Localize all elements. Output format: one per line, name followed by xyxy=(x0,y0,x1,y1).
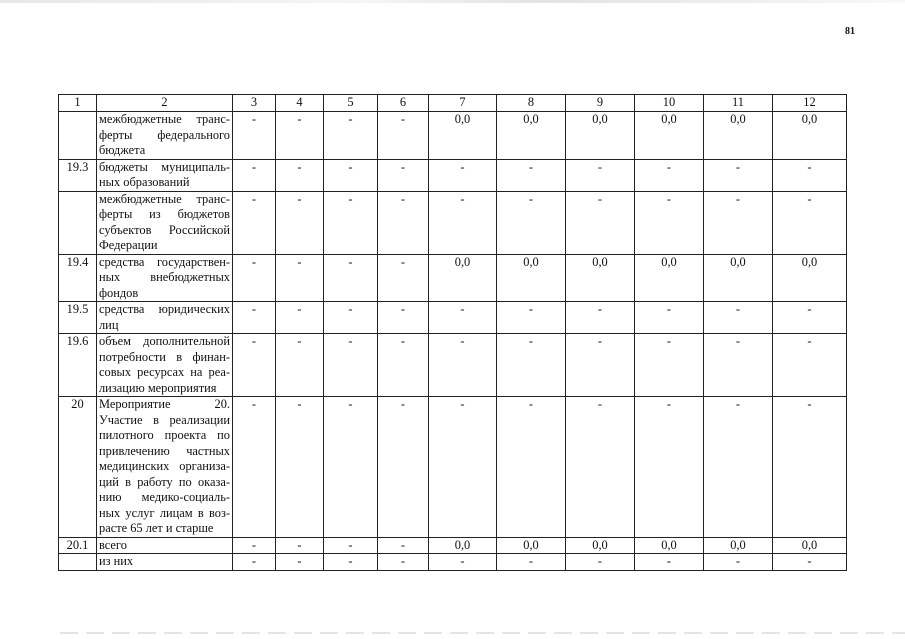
table-cell: - xyxy=(704,159,773,191)
table-cell: 0,0 xyxy=(635,112,704,160)
table-row xyxy=(59,191,847,254)
table-cell: - xyxy=(566,159,635,191)
table-cell: - xyxy=(704,397,773,538)
scan-edge-top xyxy=(0,0,905,3)
row-number: 19.6 xyxy=(59,334,97,397)
table-cell: - xyxy=(324,191,378,254)
row-number xyxy=(59,191,97,254)
table-cell: - xyxy=(378,334,429,397)
table-cell: - xyxy=(276,334,324,397)
row-description: бюджеты муниципаль-ных образований xyxy=(97,159,233,191)
table-cell: - xyxy=(378,254,429,302)
table-cell: - xyxy=(324,334,378,397)
table-cell: - xyxy=(429,159,497,191)
column-header: 7 xyxy=(429,95,497,112)
row-number xyxy=(59,554,97,571)
row-description: всего xyxy=(97,537,233,554)
column-header: 12 xyxy=(773,95,847,112)
row-number: 19.3 xyxy=(59,159,97,191)
table-cell: - xyxy=(704,554,773,571)
column-header: 2 xyxy=(97,95,233,112)
table-cell: 0,0 xyxy=(566,537,635,554)
table-cell: - xyxy=(378,302,429,334)
table-cell: 0,0 xyxy=(566,254,635,302)
table-cell: 0,0 xyxy=(566,112,635,160)
row-number: 19.5 xyxy=(59,302,97,334)
row-description: Мероприятие 20. Участие в реализации пилотного проекта по привлечению частных медицинских организа-ций в работу по оказа-нию медико-социаль-ных услуг лицам в воз-расте 65 лет и старше xyxy=(97,397,233,538)
table-cell: - xyxy=(276,159,324,191)
table-cell: - xyxy=(635,191,704,254)
table-cell: - xyxy=(773,191,847,254)
table-cell: - xyxy=(704,302,773,334)
table-cell: - xyxy=(497,159,566,191)
table-cell: 0,0 xyxy=(497,112,566,160)
table-cell: - xyxy=(773,302,847,334)
table-cell: - xyxy=(233,254,276,302)
column-header: 11 xyxy=(704,95,773,112)
table-cell: - xyxy=(276,302,324,334)
table-cell: 0,0 xyxy=(429,112,497,160)
table-cell: - xyxy=(773,554,847,571)
table-cell: - xyxy=(276,191,324,254)
finance-table xyxy=(58,94,847,571)
table-cell: - xyxy=(773,159,847,191)
table-row xyxy=(59,159,847,191)
table-cell: - xyxy=(324,254,378,302)
table-cell: - xyxy=(566,334,635,397)
table-cell: - xyxy=(233,191,276,254)
table-cell: - xyxy=(566,397,635,538)
column-header: 8 xyxy=(497,95,566,112)
table-cell: - xyxy=(497,397,566,538)
table-cell: - xyxy=(635,397,704,538)
table-cell: 0,0 xyxy=(704,537,773,554)
table-cell: - xyxy=(773,334,847,397)
table-cell: - xyxy=(497,302,566,334)
page-number: 81 xyxy=(845,26,855,37)
table-cell: - xyxy=(566,302,635,334)
row-description: межбюджетные транс-ферты федерального бюджета xyxy=(97,112,233,160)
table-header-row xyxy=(59,95,847,112)
table-row xyxy=(59,302,847,334)
table-cell: 0,0 xyxy=(429,537,497,554)
table-cell: - xyxy=(429,302,497,334)
table-cell: - xyxy=(429,334,497,397)
column-header: 9 xyxy=(566,95,635,112)
table-cell: 0,0 xyxy=(773,537,847,554)
column-header: 3 xyxy=(233,95,276,112)
table-cell: 0,0 xyxy=(704,254,773,302)
table-cell: - xyxy=(276,254,324,302)
table-cell: - xyxy=(378,397,429,538)
row-description: средства государствен-ных внебюджетных фондов xyxy=(97,254,233,302)
table-cell: - xyxy=(566,554,635,571)
table-cell: - xyxy=(635,159,704,191)
table-cell: 0,0 xyxy=(635,254,704,302)
table-row xyxy=(59,254,847,302)
table-cell: - xyxy=(378,159,429,191)
table-cell: 0,0 xyxy=(635,537,704,554)
table-cell: - xyxy=(497,191,566,254)
table-cell: - xyxy=(233,554,276,571)
table-cell: - xyxy=(429,191,497,254)
table-cell: - xyxy=(324,112,378,160)
column-header: 10 xyxy=(635,95,704,112)
column-header: 5 xyxy=(324,95,378,112)
table-row xyxy=(59,537,847,554)
table-cell: - xyxy=(276,537,324,554)
row-description: межбюджетные транс-ферты из бюджетов субъектов Российской Федерации xyxy=(97,191,233,254)
table-cell: - xyxy=(566,191,635,254)
table-cell: - xyxy=(233,159,276,191)
table-cell: - xyxy=(635,302,704,334)
table-cell: - xyxy=(324,302,378,334)
table-cell: - xyxy=(233,537,276,554)
table-cell: - xyxy=(773,397,847,538)
table-cell: 0,0 xyxy=(429,254,497,302)
table-cell: - xyxy=(276,554,324,571)
table-cell: - xyxy=(233,112,276,160)
row-number: 19.4 xyxy=(59,254,97,302)
table-row xyxy=(59,554,847,571)
table-cell: - xyxy=(704,191,773,254)
row-description: объем дополнительной потребности в финан-совых ресурсах на реа-лизацию мероприятия xyxy=(97,334,233,397)
table-cell: - xyxy=(378,554,429,571)
table-cell: - xyxy=(324,159,378,191)
table-row xyxy=(59,397,847,538)
table-cell: - xyxy=(378,537,429,554)
table-cell: - xyxy=(233,302,276,334)
scan-edge-bottom xyxy=(60,632,905,634)
row-description: средства юридических лиц xyxy=(97,302,233,334)
table-row xyxy=(59,334,847,397)
table-cell: - xyxy=(704,334,773,397)
column-header: 6 xyxy=(378,95,429,112)
table-row xyxy=(59,112,847,160)
table-cell: - xyxy=(635,334,704,397)
column-header: 4 xyxy=(276,95,324,112)
table-cell: - xyxy=(378,191,429,254)
table-cell: - xyxy=(497,334,566,397)
table-cell: - xyxy=(324,554,378,571)
table-cell: 0,0 xyxy=(497,537,566,554)
column-header: 1 xyxy=(59,95,97,112)
table-cell: 0,0 xyxy=(773,254,847,302)
row-description: из них xyxy=(97,554,233,571)
table-cell: - xyxy=(429,397,497,538)
table-cell: - xyxy=(233,397,276,538)
table-cell: - xyxy=(497,554,566,571)
row-number: 20 xyxy=(59,397,97,538)
table-cell: - xyxy=(324,397,378,538)
table-cell: 0,0 xyxy=(704,112,773,160)
row-number: 20.1 xyxy=(59,537,97,554)
table-cell: 0,0 xyxy=(773,112,847,160)
table-cell: - xyxy=(233,334,276,397)
table-cell: - xyxy=(429,554,497,571)
table-cell: - xyxy=(276,397,324,538)
table-cell: - xyxy=(324,537,378,554)
table-cell: - xyxy=(635,554,704,571)
table-cell: 0,0 xyxy=(497,254,566,302)
table-cell: - xyxy=(378,112,429,160)
row-number xyxy=(59,112,97,160)
table-cell: - xyxy=(276,112,324,160)
